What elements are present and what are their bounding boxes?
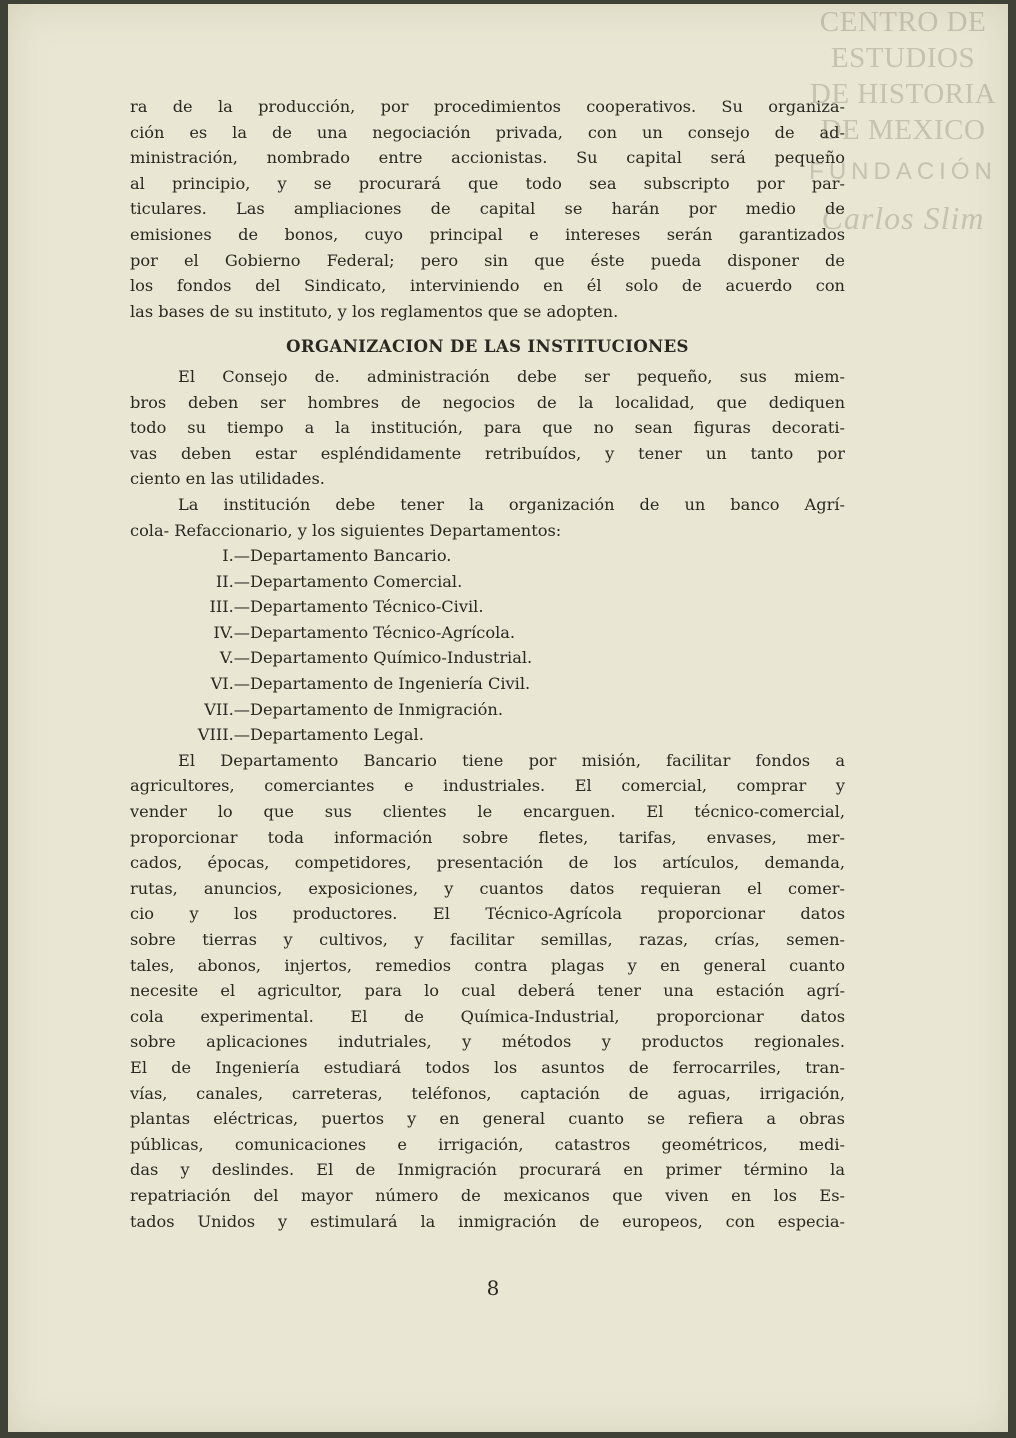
text-line: cola experimental. El de Química-Industrial, proporcionar datos — [130, 1006, 845, 1026]
watermark-fundacion: FUNDACIÓN — [809, 158, 997, 185]
text-line: ción es la de una negociación privada, con un consejo de ad- — [130, 122, 845, 142]
text-line: El de Ingeniería estudiará todos los asuntos de ferrocarriles, tran- — [130, 1057, 845, 1077]
text-line: ticulares. Las ampliaciones de capital se harán por medio de — [130, 199, 845, 219]
section-heading: ORGANIZACION DE LAS INSTITUCIONES — [286, 337, 689, 357]
text-line: proporcionar toda información sobre fletes, tarifas, envases, mer- — [130, 827, 845, 847]
text-line: cados, épocas, competidores, presentación de los artículos, demanda, — [130, 853, 845, 873]
text-line: bros deben ser hombres de negocios de la localidad, que dediquen — [130, 392, 845, 412]
text-line: públicas, comunicaciones e irrigación, catastros geométricos, medi- — [130, 1134, 845, 1154]
department-item: IV.— Departamento Técnico-Agrícola. — [213, 622, 516, 642]
department-item: V.— Departamento Químico-Industrial. — [219, 648, 533, 668]
text-line: cio y los productores. El Técnico-Agrícola proporcionar datos — [130, 904, 845, 924]
department-list — [130, 543, 845, 748]
department-item: VIII.— Departamento Legal. — [197, 725, 424, 745]
page-number: 8 — [486, 1276, 500, 1300]
text-line: emisiones de bonos, cuyo principal e intereses serán garantizados — [130, 224, 845, 244]
text-line: todo su tiempo a la institución, para que no sean figuras decorati- — [130, 418, 845, 438]
text-line: La institución debe tener la organización de un banco Agrí- — [178, 494, 845, 514]
text-line: vías, canales, carreteras, teléfonos, captación de aguas, irrigación, — [130, 1083, 845, 1103]
text-line: ra de la producción, por procedimientos cooperativos. Su organiza- — [130, 97, 845, 116]
text-line: vas deben estar espléndidamente retribuídos, y tener un tanto por — [130, 443, 845, 463]
text-line: El Consejo de. administración debe ser pequeño, sus miem- — [178, 366, 845, 386]
body-text — [130, 94, 845, 1234]
department-item: III.— Departamento Técnico-Civil. — [209, 597, 484, 617]
intro-paragraph — [130, 94, 845, 324]
watermark-line: DE MEXICO — [820, 114, 986, 146]
watermark-line: DE HISTORIA — [809, 78, 997, 110]
text-line: repatriación del mayor número de mexicanos que viven en los Es- — [130, 1185, 845, 1205]
text-line: al principio, y se procurará que todo sea subscripto por par- — [130, 173, 845, 193]
department-item: VII.— Departamento de Inmigración. — [204, 699, 503, 719]
text-line: sobre tierras y cultivos, y facilitar semillas, razas, crías, semen- — [130, 930, 845, 949]
text-line: las bases de su instituto, y los reglamentos que se adopten. — [130, 301, 619, 321]
text-line: tados Unidos y estimulará la inmigración de europeos, con especia- — [130, 1211, 845, 1231]
document-page — [8, 4, 1008, 1432]
institucion-paragraph — [130, 492, 845, 543]
text-line: ministración, nombrado entre accionistas. Su capital será pequeño — [130, 148, 845, 168]
text-line: sobre aplicaciones indutriales, y métodos y productos regionales. — [130, 1032, 845, 1052]
text-line: rutas, anuncios, exposiciones, y cuantos datos requieran el comer- — [130, 878, 845, 898]
text-line: tales, abonos, injertos, remedios contra plagas y en general cuanto — [130, 955, 845, 975]
department-item: II.— Departamento Comercial. — [215, 571, 463, 591]
watermark-line: CENTRO DE — [819, 6, 987, 38]
consejo-paragraph — [130, 364, 845, 492]
text-line: cola- Refaccionario, y los siguientes Departamentos: — [130, 520, 562, 540]
text-line: das y deslindes. El de Inmigración procurará en primer término la — [130, 1160, 845, 1180]
bancario-paragraph — [130, 748, 845, 1234]
text-line: ciento en las utilidades. — [130, 469, 325, 489]
text-line: plantas eléctricas, puertos y en general cuanto se refiera a obras — [130, 1109, 845, 1129]
watermark-line: ESTUDIOS — [830, 42, 976, 74]
text-line: los fondos del Sindicato, interviniendo en él solo de acuerdo con — [130, 276, 845, 296]
text-line: El Departamento Bancario tiene por misión, facilitar fondos a — [178, 750, 845, 770]
department-item: VI.— Departamento de Ingeniería Civil. — [210, 674, 531, 694]
watermark-signature: Carlos Slim — [821, 200, 985, 236]
text-line: agricultores, comerciantes e industriales. El comercial, comprar y — [130, 776, 845, 796]
text-line: por el Gobierno Federal; pero sin que éste pueda disponer de — [130, 250, 845, 270]
text-line: vender lo que sus clientes le encarguen. El técnico-comercial, — [130, 802, 845, 822]
department-item: I.— Departamento Bancario. — [222, 546, 452, 566]
text-line: necesite el agricultor, para lo cual deberá tener una estación agrí- — [130, 981, 845, 1001]
